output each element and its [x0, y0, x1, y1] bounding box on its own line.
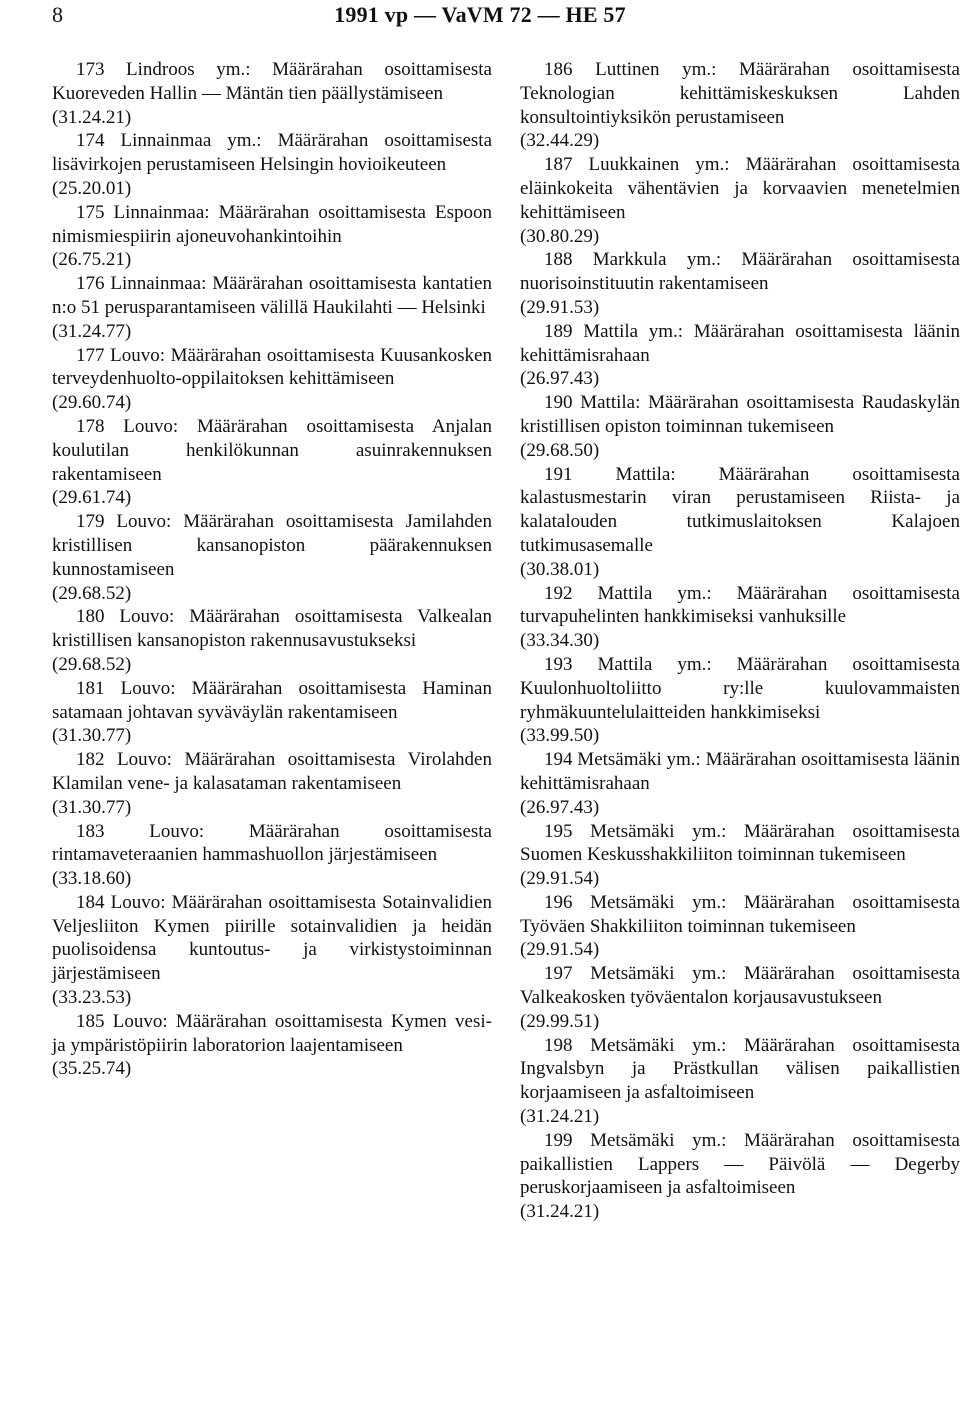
- budget-code: (31.30.77): [52, 725, 132, 747]
- initiative-entry: [520, 153, 960, 248]
- initiative-entry: [52, 748, 492, 819]
- initiative-entry: [520, 820, 960, 891]
- budget-code: (31.30.77): [52, 796, 132, 818]
- initiative-text: 194 Metsämäki ym.: Määrärahan osoittamisesta läänin kehittämisrahaan: [520, 749, 960, 794]
- budget-code: (32.44.29): [520, 130, 600, 152]
- initiative-entry: [52, 344, 492, 415]
- budget-code: (31.24.21): [520, 1106, 600, 1128]
- budget-code: (31.24.21): [52, 106, 132, 128]
- budget-code: (25.20.01): [52, 177, 132, 199]
- budget-code: (33.34.30): [520, 630, 600, 652]
- initiative-entry: [520, 391, 960, 462]
- budget-code: (29.91.53): [520, 296, 600, 318]
- initiative-entry: [520, 653, 960, 748]
- initiative-text: 192 Mattila ym.: Määrärahan osoittamisesta turvapuhelinten hankkimiseksi vanhuksille: [520, 582, 960, 628]
- budget-code: (33.18.60): [52, 868, 132, 890]
- budget-code: (29.60.74): [52, 392, 132, 414]
- initiative-text: 177 Louvo: Määrärahan osoittamisesta Kuusankosken terveydenhuolto-oppilaitoksen kehittämiseen: [52, 344, 492, 390]
- initiative-text: 195 Metsämäki ym.: Määrärahan osoittamisesta Suomen Keskusshakkiliiton toiminnan tukemiseen: [520, 820, 960, 866]
- initiative-entry: [520, 248, 960, 319]
- budget-code: (35.25.74): [52, 1058, 132, 1080]
- initiative-text: 198 Metsämäki ym.: Määrärahan osoittamisesta Ingvalsbyn ja Prästkullan välisen paikallistien korjaamiseen ja asfaltoimiseen: [520, 1034, 960, 1104]
- left-column: [52, 58, 492, 1081]
- initiative-entry: [520, 748, 960, 819]
- initiative-text: 181 Louvo: Määrärahan osoittamisesta Haminan satamaan johtavan syväväylän rakentamiseen: [52, 677, 492, 723]
- initiative-entry: [52, 891, 492, 1010]
- initiative-text: 193 Mattila ym.: Määrärahan osoittamisesta Kuulonhuoltoliitto ry:lle kuulovammaisten ryhmäkuuntelulaitteiden hankkimiseksi: [520, 653, 960, 723]
- initiative-text: 180 Louvo: Määrärahan osoittamisesta Valkealan kristillisen kansanopiston rakennusavustukseksi: [52, 606, 492, 652]
- initiative-text: 190 Mattila: Määrärahan osoittamisesta Raudaskylän kristillisen opiston toiminnan tukemiseen: [520, 392, 960, 437]
- initiative-entry: [52, 58, 492, 129]
- initiative-text: 189 Mattila ym.: Määrärahan osoittamisesta läänin kehittämisrahaan: [520, 320, 960, 366]
- initiative-entry: [52, 272, 492, 343]
- initiative-text: 199 Metsämäki ym.: Määrärahan osoittamisesta paikallistien Lappers — Päivölä — Degerby peruskorjaamiseen ja asfaltoimiseen: [520, 1129, 960, 1199]
- budget-code: (29.68.52): [52, 582, 132, 604]
- running-title: 1991 vp — VaVM 72 — HE 57: [334, 2, 626, 27]
- initiative-text: 182 Louvo: Määrärahan osoittamisesta Virolahden Klamilan vene- ja kalasataman rakentamiseen: [52, 749, 492, 794]
- initiative-entry: [52, 677, 492, 748]
- initiative-entry: [52, 1010, 492, 1081]
- initiative-text: 185 Louvo: Määrärahan osoittamisesta Kymen vesi- ja ympäristöpiirin laboratorion laajentamiseen: [52, 1010, 492, 1056]
- budget-code: (29.68.52): [52, 653, 132, 675]
- initiative-text: 197 Metsämäki ym.: Määrärahan osoittamisesta Valkeakosken työväentalon korjausavustukseen: [520, 963, 960, 1009]
- initiative-entry: [52, 510, 492, 605]
- initiative-text: 187 Luukkainen ym.: Määrärahan osoittamisesta eläinkokeita vähentävien ja korvaavien menetelmien kehittämiseen: [520, 154, 960, 223]
- initiative-entry: [520, 1129, 960, 1224]
- initiative-text: 196 Metsämäki ym.: Määrärahan osoittamisesta Työväen Shakkiliiton toiminnan tukemiseen: [520, 891, 960, 937]
- initiative-text: 179 Louvo: Määrärahan osoittamisesta Jamilahden kristillisen kansanopiston päärakennuksen kunnostamiseen: [52, 511, 492, 580]
- budget-code: (29.68.50): [520, 439, 600, 461]
- budget-code: (29.61.74): [52, 487, 132, 509]
- page-header: [0, 0, 960, 40]
- budget-code: (29.91.54): [520, 868, 600, 890]
- initiative-entry: [520, 891, 960, 962]
- initiative-entry: [52, 415, 492, 510]
- initiative-text: 176 Linnainmaa: Määrärahan osoittamisesta kantatien n:o 51 perusparantamiseen välillä Haukilahti — Helsinki: [52, 273, 492, 318]
- initiative-text: 174 Linnainmaa ym.: Määrärahan osoittamisesta lisävirkojen perustamiseen Helsingin hovioikeuteen: [52, 130, 492, 176]
- initiative-entry: [52, 129, 492, 200]
- budget-code: (29.99.51): [520, 1010, 600, 1032]
- initiative-text: 191 Mattila: Määrärahan osoittamisesta kalastusmestarin viran perustamiseen Riista- ja kalatalouden tutkimuslaitoksen Kalajoen tutkimusasemalle: [520, 463, 960, 556]
- budget-code: (26.97.43): [520, 796, 600, 818]
- budget-code: (33.99.50): [520, 725, 600, 747]
- budget-code: (33.23.53): [52, 987, 132, 1009]
- initiative-entry: [520, 58, 960, 153]
- budget-code: (31.24.21): [520, 1201, 600, 1223]
- budget-code: (26.75.21): [52, 249, 132, 271]
- budget-code: (31.24.77): [52, 320, 132, 342]
- budget-code: (29.91.54): [520, 939, 600, 961]
- initiative-entry: [52, 605, 492, 676]
- initiative-text: 173 Lindroos ym.: Määrärahan osoittamisesta Kuoreveden Hallin — Mäntän tien päällystämiseen: [52, 59, 492, 104]
- initiative-entry: [52, 201, 492, 272]
- initiative-entry: [520, 463, 960, 582]
- initiative-text: 178 Louvo: Määrärahan osoittamisesta Anjalan koulutilan henkilökunnan asuinrakennuksen rakentamiseen: [52, 415, 492, 485]
- page-number: 8: [52, 2, 63, 27]
- initiative-text: 183 Louvo: Määrärahan osoittamisesta rintamaveteraanien hammashuollon järjestämiseen: [52, 820, 492, 866]
- initiative-text: 186 Luttinen ym.: Määrärahan osoittamisesta Teknologian kehittämiskeskuksen Lahden konsultointiyksikön perustamiseen: [520, 59, 960, 128]
- initiative-entry: [520, 320, 960, 391]
- initiative-entry: [520, 1034, 960, 1129]
- budget-code: (30.38.01): [520, 558, 600, 580]
- initiative-text: 175 Linnainmaa: Määrärahan osoittamisesta Espoon nimismiespiirin ajoneuvohankintoihin: [52, 201, 492, 247]
- right-column: [520, 58, 960, 1224]
- initiative-text: 184 Louvo: Määrärahan osoittamisesta Sotainvalidien Veljesliiton Kymen piirille sotainvalidien ja heidän puolisoidensa kuntoutus- ja virkistystoiminnan järjestämiseen: [52, 891, 492, 985]
- budget-code: (26.97.43): [520, 368, 600, 390]
- initiative-entry: [520, 582, 960, 653]
- budget-code: (30.80.29): [520, 225, 600, 247]
- initiative-entry: [52, 820, 492, 891]
- initiative-entry: [520, 962, 960, 1033]
- initiative-text: 188 Markkula ym.: Määrärahan osoittamisesta nuorisoinstituutin rakentamiseen: [520, 249, 960, 295]
